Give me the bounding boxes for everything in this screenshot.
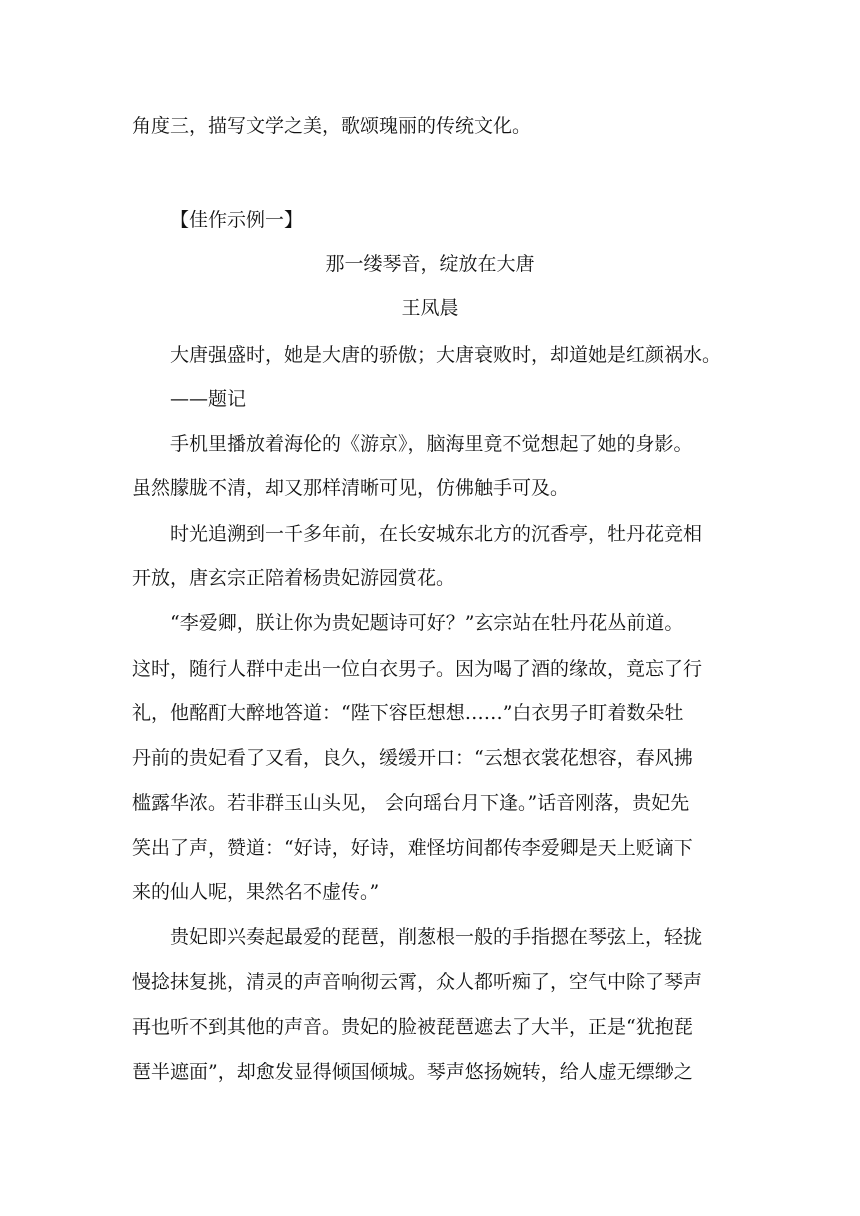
paragraph-line: 来的仙人呢，果然名不虚传。” <box>132 881 380 903</box>
paragraph-line: ——题记 <box>170 388 247 410</box>
essay-author: 王凤晨 <box>401 297 459 319</box>
essay-title: 那一缕琴音，绽放在大唐 <box>325 253 535 275</box>
intro-line: 角度三，描写文学之美，歌颂瑰丽的传统文化。 <box>132 115 532 137</box>
paragraph-line: 笑出了声，赞道：“好诗，好诗，难怪坊间都传李爱卿是天上贬谪下 <box>132 837 693 859</box>
paragraph-line: 礼，他酩酊大醉地答道：“陛下容臣想想……”白衣男子盯着数朵牡 <box>132 702 684 724</box>
paragraph-line: 虽然朦胧不清，却又那样清晰可见，仿佛触手可及。 <box>132 477 570 499</box>
paragraph-line: 贵妃即兴奏起最爱的琵琶，削葱根一般的手指摁在琴弦上，轻拢 <box>170 926 703 948</box>
paragraph-line: 琶半遮面”，却愈发显得倾国倾城。琴声悠扬婉转，给人虚无缥缈之 <box>132 1061 693 1083</box>
paragraph-line: “李爱卿，朕让你为贵妃题诗可好？”玄宗站在牡丹花丛前道。 <box>170 612 684 634</box>
paragraph-line: 慢捻抹复挑，清灵的声音响彻云霄，众人都听痴了，空气中除了琴声 <box>132 971 703 993</box>
section-label: 【佳作示例一】 <box>170 209 304 231</box>
paragraph-line: 时光追溯到一千多年前，在长安城东北方的沉香亭，牡丹花竞相 <box>170 523 703 545</box>
paragraph-line: 丹前的贵妃看了又看，良久，缓缓开口：“云想衣裳花想容，春风拂 <box>132 747 693 769</box>
paragraph-line: 再也听不到其他的声音。贵妃的脸被琵琶遮去了大半，正是“犹抱琵 <box>132 1016 693 1038</box>
paragraph-line: 开放，唐玄宗正陪着杨贵妃游园赏花。 <box>132 567 456 589</box>
paragraph-line: 槛露华浓。若非群玉山头见， 会向瑶台月下逢。”话音刚落，贵妃先 <box>132 792 690 814</box>
paragraph-line: 手机里播放着海伦的《游京》，脑海里竟不觉想起了她的身影。 <box>170 433 693 455</box>
paragraph-line: 这时，随行人群中走出一位白衣男子。因为喝了酒的缘故，竟忘了行 <box>132 658 703 680</box>
paragraph-line: 大唐强盛时，她是大唐的骄傲；大唐衰败时，却道她是红颜祸水。 <box>170 344 722 366</box>
